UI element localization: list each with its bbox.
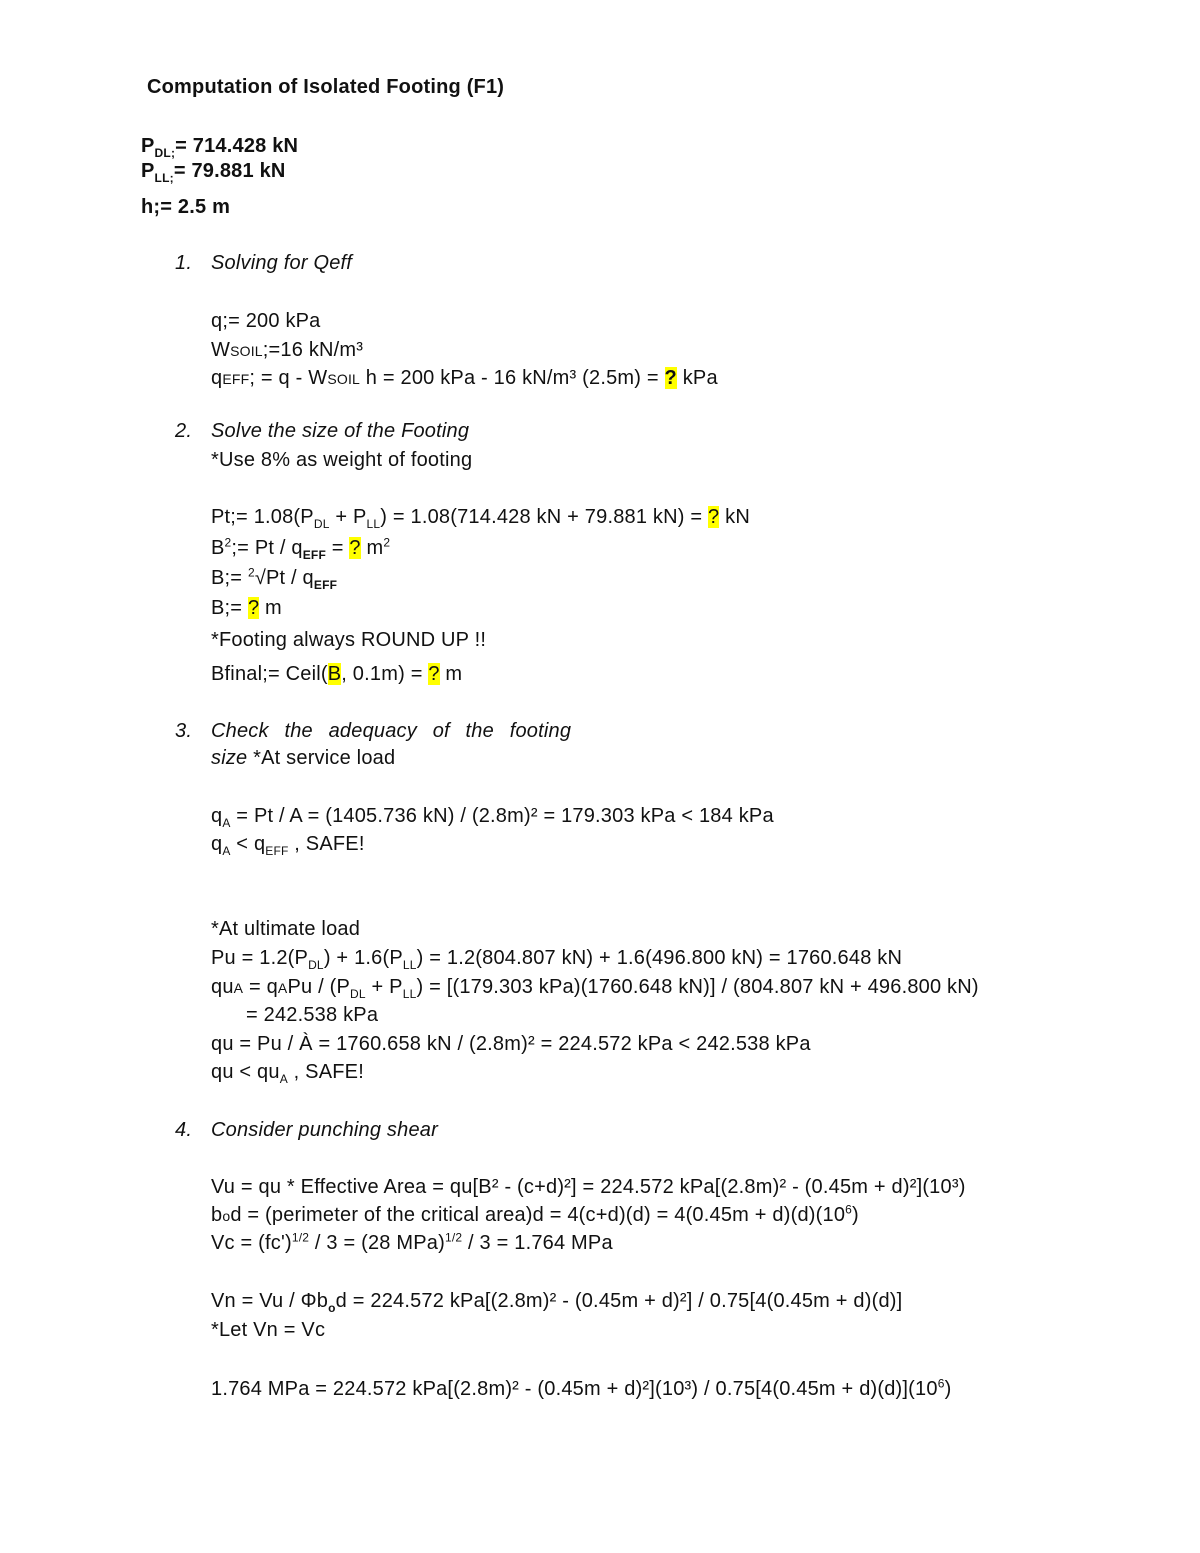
s4-vc: $Vc = (fc')^{1/2} / 3 = (28$ MPa)$^{1/2}$ / 3 = 1.764 MPa (211, 1230, 613, 1254)
unknown-highlight: ? (708, 506, 720, 528)
unknown-highlight: ? (664, 367, 677, 389)
unknown-highlight: ? (247, 597, 260, 619)
section-1-heading: 1. Solving for Qeff (175, 252, 353, 274)
s1-qeff: qEFF; = q - WSOIL h = 200 kPa - 16 kN/m³ (2.5m) = ? kPa (211, 367, 718, 389)
s4-bod: bod = (perimeter of the critical area)d = $4(c+d)(d) = 4(0.45m + d)(d)(10^6)$ (211, 1202, 859, 1226)
s3-safe-2: qu < $qu_A$ , SAFE! (211, 1061, 364, 1086)
s4-vn: $Vn = Vu / \Phi b_od = 224.572$ kPa[(2.8m)² - (0.45m + d)²] / 0.75[4(0.45m + d)(d)] (211, 1290, 903, 1315)
section-3-heading-cont: size *At service load (211, 747, 396, 769)
s2-note: *Use 8% as weight of footing (211, 449, 473, 471)
s2-bfinal: Bfinal;= Ceil(B, 0.1m) = ? m (211, 663, 463, 685)
unknown-highlight: ? (428, 663, 440, 685)
given-h: h;= 2.5 m (141, 196, 231, 218)
s4-let: *Let Vn = Vc (211, 1319, 326, 1341)
s4-vu: Vu = qu * Effective Area = qu[B² - (c+d)²] = 224.572 kPa[(2.8m)² - (0.45m + d)²](10³) (211, 1176, 966, 1198)
section-2-heading: 2. Solve the size of the Footing (175, 420, 470, 442)
s2-b: B;= ? m (211, 597, 282, 619)
s2-b-squared: $B^2;= Pt / q_{EFF}$ = ? $m^2$ (211, 535, 391, 562)
s3-qu: qu = Pu / À = 1760.658 kN / (2.8m)² = 224.572 kPa < 242.538 kPa (211, 1033, 811, 1055)
s1-q: q;= 200 kPa (211, 310, 321, 332)
s4-final: 1.764 MPa = 224.572 $kPa[(2.8m)^2 - (0.45m + d)^2](10^3) / 0.75[4(0.45m + d)(d)](10^6)$ (211, 1376, 952, 1400)
section-3-heading: 3. Check the adequacy of the footing (175, 720, 572, 742)
s2-pt: Pt;= $1.08(P_{DL} + P_{LL}) = 1.08(714.428$ kN + 79.881 kN) = ? kN (211, 506, 750, 531)
s3-ultimate: *At ultimate load (211, 918, 361, 940)
s3-qua: quA = qAPu / $(P_{DL} + P_{LL}) = [(179.303$ kPa)(1760.648 kN)] / (804.807 kN + 496.800 kN) (211, 976, 979, 1001)
s3-qua-result: = 242.538 kPa (246, 1004, 379, 1026)
s3-qa: $q_A = Pt / A = (1405.736$ kN) / (2.8m)² = 179.303 kPa < 184 kPa (211, 805, 774, 830)
page-title: Computation of Isolated Footing (F1) (147, 76, 505, 98)
s3-safe-1: $q_A < q_{EFF}$ , SAFE! (211, 833, 365, 858)
s3-pu: $Pu = 1.2(P_{DL}) + 1.6(P_{LL}) = 1.2(804.807$ kN) + 1.6(496.800 kN) = 1760.648 kN (211, 947, 903, 972)
s1-wsoil: WSOIL;=16 kN/m³ (211, 339, 364, 361)
given-pll: $P_{LL;}= 79.881$ kN (141, 160, 286, 185)
s2-b-sqrt: B;= $^2√Pt / q_{EFF}$ (211, 565, 338, 592)
unknown-highlight: ? (349, 537, 361, 559)
s2-roundup: *Footing always ROUND UP !! (211, 629, 487, 651)
section-4-heading: 4. Consider punching shear (175, 1119, 438, 1141)
given-pdl: $P_{DL;}= 714.428$ kN (141, 135, 299, 160)
